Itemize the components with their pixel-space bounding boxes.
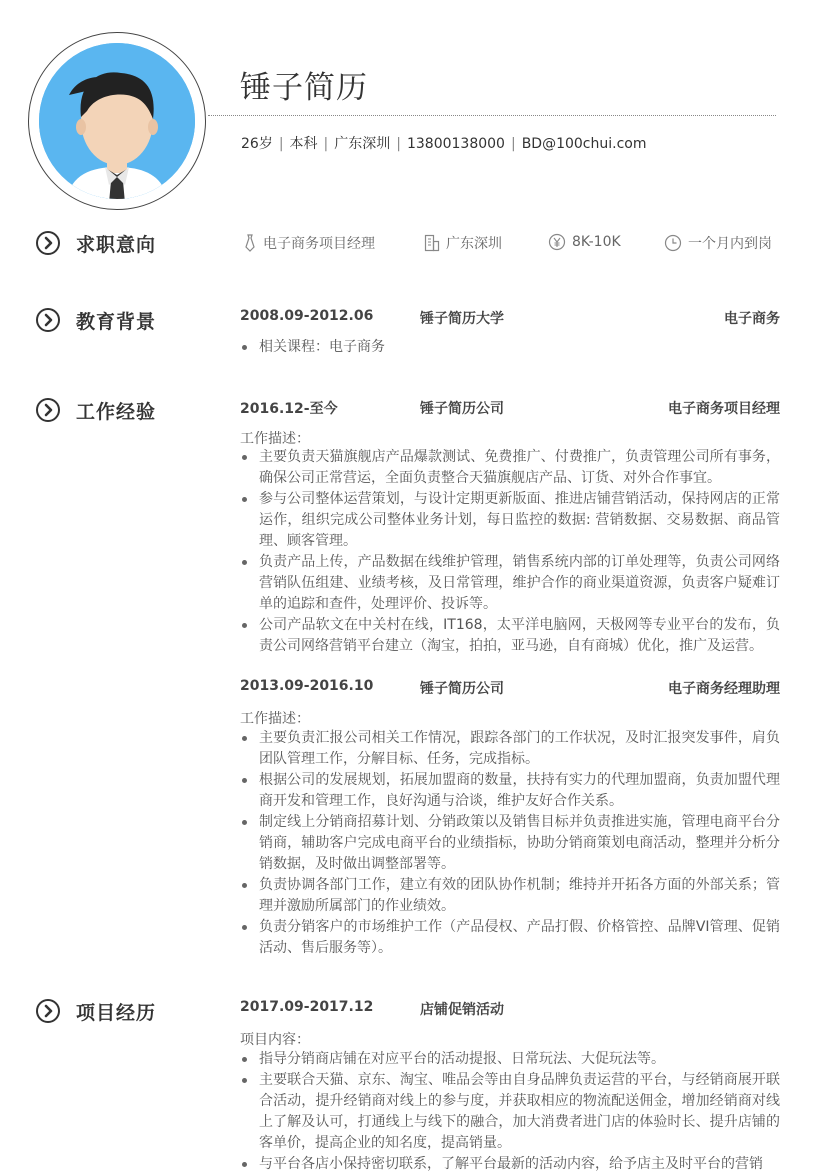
education-date: 2008.09-2012.06 — [240, 308, 374, 324]
work-company: 锤子简历公司 — [420, 401, 504, 417]
work-title: 电子商务经理助理 — [668, 681, 780, 697]
info-degree: 本科 — [289, 136, 318, 152]
separator: | — [396, 136, 401, 152]
list-item: 主要负责天猫旗舰店产品爆款测试、免费推广、付费推广，负责管理公司所有事务，确保公司正常营运，全面负责整合天猫旗舰店产品、订货、对外合作事宜。 — [240, 447, 780, 489]
list-item: 与平台各店小保持密切联系，了解平台最新的活动内容，给予店主及时平台的营销 — [240, 1154, 780, 1175]
separator: | — [278, 136, 284, 152]
chevron-right-icon — [36, 999, 60, 1023]
intent-position: 电子商务项目经理 — [243, 233, 375, 253]
info-location: 广东深圳 — [334, 136, 391, 152]
section-label: 求职意向 — [76, 233, 157, 256]
header-divider — [208, 115, 776, 116]
list-item: 根据公司的发展规划，拓展加盟商的数量，扶持有实力的代理加盟商，负责加盟代理商开发和管理工作，良好沟通与洽谈，维护友好合作关系。 — [240, 770, 780, 812]
basic-info — [241, 133, 646, 153]
clock-icon — [664, 234, 682, 252]
education-school: 锤子简历大学 — [420, 311, 504, 327]
chevron-right-icon — [36, 398, 60, 422]
education-courses-list — [240, 337, 780, 358]
section-label: 项目经历 — [76, 1001, 157, 1024]
list-item: 公司产品软文在中关村在线，IT168，太平洋电脑网，天极网等专业平台的发布，负责公司网络营销平台建立（淘宝，拍拍，亚马逊，自有商城）优化，推广及运营。 — [240, 615, 780, 657]
yuan-coin-icon — [548, 233, 566, 251]
separator: | — [510, 136, 516, 152]
list-item: 主要负责汇报公司相关工作情况，跟踪各部门的工作状况，及时汇报突发事件，肩负团队管理工作，分解目标、任务，完成指标。 — [240, 728, 780, 770]
project-bullets — [240, 1049, 780, 1175]
education-major: 电子商务 — [724, 311, 780, 327]
tie-icon — [243, 234, 257, 252]
section-title-project — [36, 997, 156, 1025]
chevron-right-icon — [36, 231, 60, 255]
list-item: 负责协调各部门工作，建立有效的团队协作机制；维持并开拓各方面的外部关系；管理并激励所属部门的作业绩效。 — [240, 875, 780, 917]
work-desc-label: 工作描述： — [240, 431, 310, 447]
work-bullets — [240, 728, 780, 959]
work-bullets — [240, 447, 780, 657]
list-item: 主要联合天猫、京东、淘宝、唯品会等由自身品牌负责运营的平台，与经销商展开联合活动，提升经销商对线上的参与度，并获取相应的物流配送佣金，增加经销商对线上了解及认可，打通线上与线下的融合，加大消费者进门店的体验时长、提升店铺的客单价，提高企业的知名度，提高销量。 — [240, 1070, 780, 1154]
project-date: 2017.09-2017.12 — [240, 999, 374, 1015]
work-title: 电子商务项目经理 — [668, 401, 780, 417]
project-name: 店铺促销活动 — [420, 1002, 504, 1018]
work-company: 锤子简历公司 — [420, 681, 504, 697]
intent-city: 广东深圳 — [424, 233, 502, 253]
avatar — [28, 32, 206, 210]
intent-salary: 8K-10K — [548, 233, 621, 251]
section-title-work — [36, 396, 156, 424]
info-email: BD@100chui.com — [521, 136, 647, 152]
section-label: 工作经验 — [76, 400, 157, 423]
list-item: 参与公司整体运营策划，与设计定期更新版面、推进店铺营销活动，保持网店的正常运作，组织完成公司整体业务计划，每日监控的数据: 营销数据、交易数据、商品管理、顾客管理。 — [240, 489, 780, 552]
section-title-intention — [36, 229, 156, 257]
page-title: 锤子简历 — [240, 70, 368, 106]
project-desc-label: 项目内容： — [240, 1032, 310, 1048]
section-label: 教育背景 — [76, 310, 157, 333]
chevron-right-icon — [36, 308, 60, 332]
info-phone: 13800138000 — [406, 136, 505, 152]
list-item: 指导分销商店铺在对应平台的活动提报、日常玩法、大促玩法等。 — [240, 1049, 780, 1070]
work-desc-label: 工作描述： — [240, 711, 310, 727]
list-item: 相关课程：电子商务 — [240, 337, 780, 358]
list-item: 负责产品上传，产品数据在线维护管理，销售系统内部的订单处理等，负责公司网络营销队伍组建、业绩考核，及日常管理，维护合作的商业渠道资源，负责客户疑难订单的追踪和查件，处理评价、投诉等。 — [240, 552, 780, 615]
work-date: 2013.09-2016.10 — [240, 678, 374, 694]
info-age: 26岁 — [241, 136, 273, 152]
list-item: 负责分销客户的市场维护工作（产品侵权、产品打假、价格管控、品牌VI管理、促销活动、售后服务等）。 — [240, 917, 780, 959]
section-title-education — [36, 306, 156, 334]
intent-arrival: 一个月内到岗 — [664, 233, 772, 253]
avatar-illustration — [39, 43, 195, 199]
list-item: 制定线上分销商招募计划、分销政策以及销售目标并负责推进实施，管理电商平台分销商，辅助客户完成电商平台的业绩指标，协助分销商策划电商活动，整理并分析分销数据，及时做出调整部署等。 — [240, 812, 780, 875]
separator: | — [323, 136, 329, 152]
building-icon — [424, 234, 440, 252]
work-date: 2016.12-至今 — [240, 401, 338, 417]
